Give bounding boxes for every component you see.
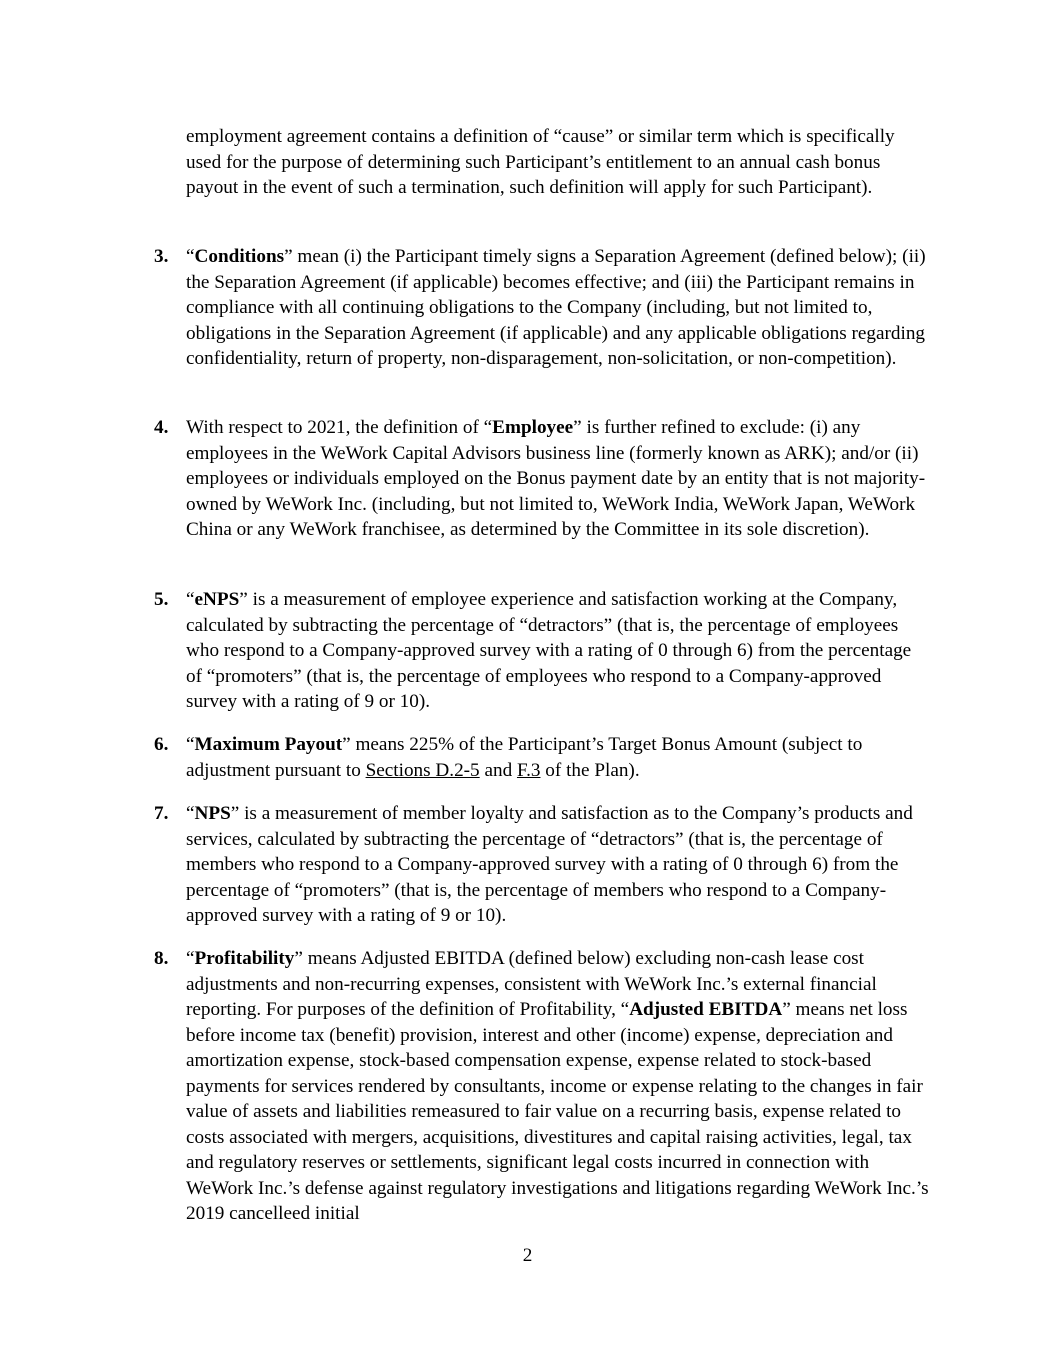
definition-item-5	[154, 587, 929, 715]
defined-term: Profitability	[194, 948, 295, 969]
item-text: “eNPS” is a measurement of employee experience and satisfaction working at the Company, calculated by subtracting the percentage of “detractors” (that is, the percentage of employees who respond to a Company-approved survey with a rating of 0 through 6) from the percentage of “promoters” (that is, the percentage of employees who respond to a Company-approved survey with a rating of 9 or 10).	[186, 589, 912, 712]
item-text: “Conditions” mean (i) the Participant timely signs a Separation Agreement (defined below); (ii) the Separation Agreement (if applicable) becomes effective; and (iii) the Participant remains in compliance with all continuing obligations to the Company (including, but not limited to, obligations in the Separation Agreement (if applicable) and any applicable obligations regarding confidentiality, return of property, non-disparagement, non-solicitation, or non-competition).	[186, 246, 926, 369]
item-text: “Maximum Payout” means 225% of the Participant’s Target Bonus Amount (subject to adjustment pursuant to Sections D.2-5 and F.3 of the Plan).	[186, 734, 863, 781]
definition-item-4	[154, 415, 929, 543]
definition-item-6	[154, 732, 929, 783]
page-number: 2	[522, 1245, 533, 1266]
sections-d2-5-link[interactable]: Sections D.2-5	[365, 759, 480, 781]
item-text: “Profitability” means Adjusted EBITDA (defined below) excluding non-cash lease cost adjustments and non-recurring expenses, consistent with WeWork Inc.’s external financial reporting. For purposes of the definition of Profitability, “Adjusted EBITDA” means net loss before income tax (benefit) provision, interest and other (income) expense, depreciation and amortization expense, stock-based compensation expense, expense related to stock-based payments for services rendered by consultants, income or expense relating to the changes in fair value of assets and liabilities remeasured to fair value on a recurring basis, expense related to costs associated with mergers, acquisitions, divestitures and capital raising activities, legal, tax and regulatory reserves or settlements, significant legal costs incurred in connection with WeWork Inc.’s defense against regulatory investigations and litigations regarding WeWork Inc.’s 2019 cancelleed initial	[186, 948, 929, 1224]
definition-item-8	[154, 946, 929, 1227]
item-number: 6.	[154, 734, 169, 755]
item-number: 5.	[154, 589, 169, 610]
item-number: 7.	[154, 803, 169, 824]
continuation-paragraph: employment agreement contains a definition of “cause” or similar term which is specifically used for the purpose of determining such Participant’s entitlement to an annual cash bonus payout in the event of such a termination, such definition will apply for such Participant).	[186, 126, 895, 198]
item-number: 3.	[154, 246, 169, 267]
defined-term: Maximum Payout	[194, 734, 343, 755]
defined-term: NPS	[194, 803, 231, 824]
item-text: “NPS” is a measurement of member loyalty and satisfaction as to the Company’s products and services, calculated by subtracting the percentage of “detractors” (that is, the percentage of members who respond to a Company-approved survey with a rating of 0 through 6) from the percentage of “promoters” (that is, the percentage of members who respond to a Company-approved survey with a rating of 9 or 10).	[186, 803, 913, 926]
defined-term: Conditions	[194, 246, 285, 267]
defined-term: eNPS	[194, 589, 240, 610]
item-number: 8.	[154, 948, 169, 969]
definition-item-7	[154, 801, 929, 929]
item-number: 4.	[154, 417, 169, 438]
defined-term: Employee	[492, 417, 574, 438]
definition-item-3	[154, 244, 929, 372]
section-f3-link[interactable]: F.3	[516, 759, 541, 781]
item-text: With respect to 2021, the definition of “Employee” is further refined to exclude: (i) any employees in the WeWork Capital Advisors business line (formerly known as ARK); and/or (ii) employees or individuals employed on the Bonus payment date by an entity that is not majority-owned by WeWork Inc. (including, but not limited to, WeWork India, WeWork Japan, WeWork China or any WeWork franchisee, as determined by the Committee in its sole discretion).	[186, 417, 926, 540]
defined-term-secondary: Adjusted EBITDA	[629, 999, 783, 1020]
